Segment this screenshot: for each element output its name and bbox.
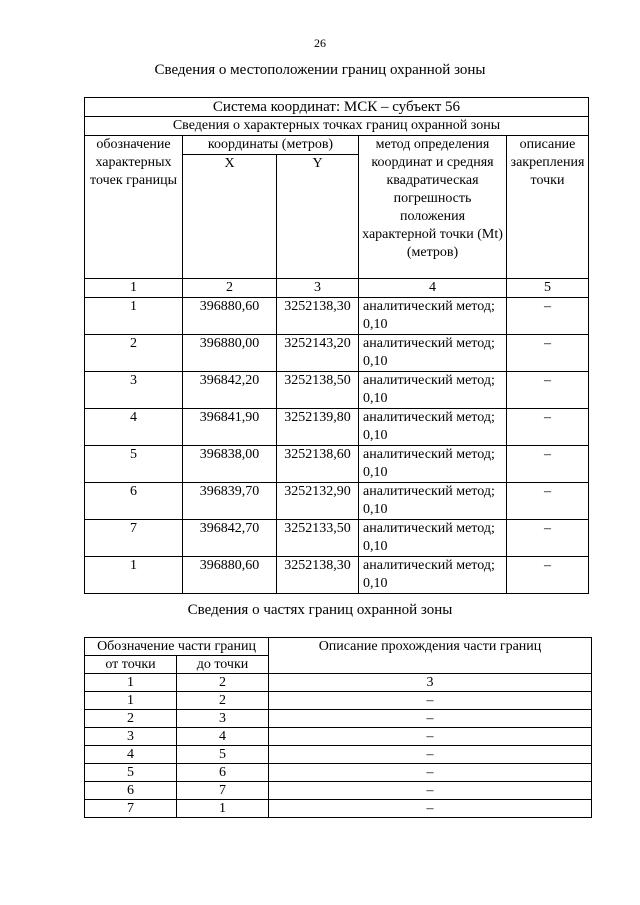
table-row: [85, 409, 589, 446]
part-description-cell: –: [269, 764, 592, 782]
col-header-method: метод определения координат и средняя квадратическая погрешность положения характерной точки (Mt) (метров): [359, 136, 507, 279]
table-row: [85, 483, 589, 520]
col-number: 4: [359, 279, 507, 298]
table-row: [85, 335, 589, 372]
section-title-parts: Сведения о частях границ охранной зоны: [187, 602, 453, 618]
x-coord-cell: 396880,00: [183, 335, 277, 372]
table-row: [85, 800, 592, 818]
to-point-cell: 2: [177, 692, 269, 710]
table-row: [85, 728, 592, 746]
from-point-cell: 6: [85, 782, 177, 800]
point-id-cell: 2: [85, 335, 183, 372]
table-row: [85, 710, 592, 728]
point-id-cell: 5: [85, 446, 183, 483]
from-point-cell: 4: [85, 746, 177, 764]
col-number: 5: [507, 279, 589, 298]
y-coord-cell: 3252138,60: [277, 446, 359, 483]
from-point-cell: 2: [85, 710, 177, 728]
y-coord-cell: 3252138,30: [277, 557, 359, 594]
col-header-y: Y: [277, 155, 359, 279]
col-number: 2: [177, 674, 269, 692]
part-description-cell: –: [269, 782, 592, 800]
method-cell: аналитический метод; 0,10: [359, 409, 507, 446]
y-coord-cell: 3252138,50: [277, 372, 359, 409]
col-number: 1: [85, 674, 177, 692]
x-coord-cell: 396838,00: [183, 446, 277, 483]
point-id-cell: 1: [85, 557, 183, 594]
to-point-cell: 5: [177, 746, 269, 764]
point-id-cell: 3: [85, 372, 183, 409]
from-point-cell: 1: [85, 692, 177, 710]
col-header-x: X: [183, 155, 277, 279]
to-point-cell: 3: [177, 710, 269, 728]
table-row: [85, 520, 589, 557]
method-cell: аналитический метод; 0,10: [359, 372, 507, 409]
method-cell: аналитический метод; 0,10: [359, 335, 507, 372]
col-header-part: Обозначение части границ: [85, 638, 269, 656]
y-coord-cell: 3252132,90: [277, 483, 359, 520]
y-coord-cell: 3252133,50: [277, 520, 359, 557]
section-title-location: Сведения о местоположении границ охранной зоны: [154, 62, 486, 78]
col-header-designation: обозначение характерных точек границы: [85, 136, 183, 279]
description-cell: –: [507, 557, 589, 594]
col-number: 3: [269, 674, 592, 692]
to-point-cell: 6: [177, 764, 269, 782]
col-header-from: от точки: [85, 656, 177, 674]
method-cell: аналитический метод; 0,10: [359, 483, 507, 520]
coord-system-header: Система координат: МСК – субъект 56: [85, 98, 589, 117]
col-number: 3: [277, 279, 359, 298]
boundary-parts-table: [84, 637, 592, 818]
from-point-cell: 5: [85, 764, 177, 782]
x-coord-cell: 396841,90: [183, 409, 277, 446]
to-point-cell: 1: [177, 800, 269, 818]
y-coord-cell: 3252139,80: [277, 409, 359, 446]
part-description-cell: –: [269, 692, 592, 710]
col-header-description: описание закрепления точки: [507, 136, 589, 279]
point-id-cell: 1: [85, 298, 183, 335]
table-row: [85, 692, 592, 710]
table-row: [85, 746, 592, 764]
x-coord-cell: 396842,70: [183, 520, 277, 557]
to-point-cell: 7: [177, 782, 269, 800]
table-row: [85, 446, 589, 483]
x-coord-cell: 396880,60: [183, 557, 277, 594]
part-description-cell: –: [269, 746, 592, 764]
table-row: [85, 372, 589, 409]
page-number: 26: [314, 36, 326, 50]
table-row: [85, 557, 589, 594]
method-cell: аналитический метод; 0,10: [359, 557, 507, 594]
to-point-cell: 4: [177, 728, 269, 746]
col-number: 2: [183, 279, 277, 298]
x-coord-cell: 396842,20: [183, 372, 277, 409]
from-point-cell: 3: [85, 728, 177, 746]
description-cell: –: [507, 446, 589, 483]
method-cell: аналитический метод; 0,10: [359, 520, 507, 557]
table-row: [85, 764, 592, 782]
table-row: [85, 782, 592, 800]
part-description-cell: –: [269, 710, 592, 728]
column-numbers-row: [85, 674, 592, 692]
col-number: 1: [85, 279, 183, 298]
col-header-part-description: Описание прохождения части границ: [269, 638, 592, 674]
description-cell: –: [507, 372, 589, 409]
col-header-coords: координаты (метров): [183, 136, 359, 155]
from-point-cell: 7: [85, 800, 177, 818]
point-id-cell: 4: [85, 409, 183, 446]
point-id-cell: 7: [85, 520, 183, 557]
boundary-points-table: [84, 97, 589, 594]
x-coord-cell: 396839,70: [183, 483, 277, 520]
description-cell: –: [507, 520, 589, 557]
description-cell: –: [507, 335, 589, 372]
column-numbers-row: [85, 279, 589, 298]
method-cell: аналитический метод; 0,10: [359, 298, 507, 335]
part-description-cell: –: [269, 728, 592, 746]
description-cell: –: [507, 483, 589, 520]
y-coord-cell: 3252143,20: [277, 335, 359, 372]
x-coord-cell: 396880,60: [183, 298, 277, 335]
point-id-cell: 6: [85, 483, 183, 520]
method-cell: аналитический метод; 0,10: [359, 446, 507, 483]
col-header-to: до точки: [177, 656, 269, 674]
y-coord-cell: 3252138,30: [277, 298, 359, 335]
part-description-cell: –: [269, 800, 592, 818]
points-info-header: Сведения о характерных точках границ охранной зоны: [85, 117, 589, 136]
description-cell: –: [507, 298, 589, 335]
description-cell: –: [507, 409, 589, 446]
table-row: [85, 298, 589, 335]
